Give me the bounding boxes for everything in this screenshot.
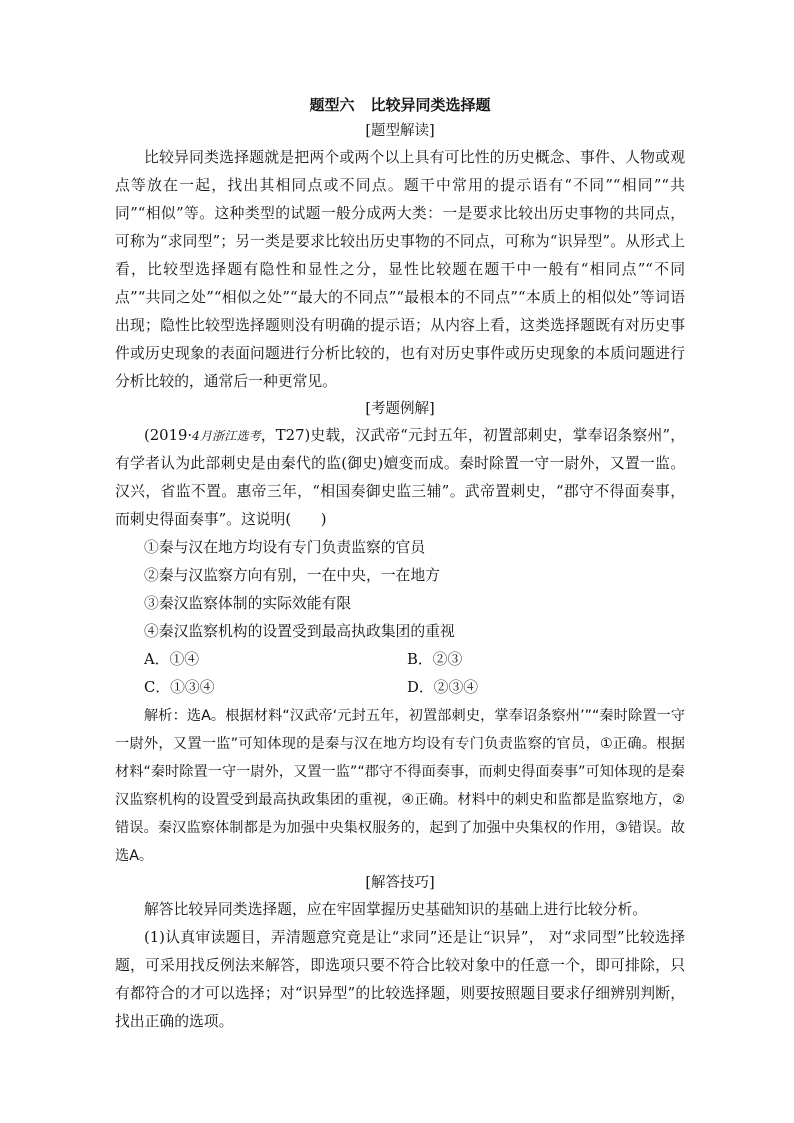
title-text: 比较异同类选择题	[370, 96, 491, 114]
option-a: A．①④	[144, 651, 200, 668]
statement-item: ③秦汉监察体制的实际效能有限	[144, 595, 352, 612]
intro-paragraph: 比较异同类选择题就是把两个或两个以上具有可比性的历史概念、事件、人物或观点等放在一起，找出其相同点或不同点。题干中常用的提示语有“不同”“相同”“共同”“相似”等。这种类型的试题一般分成两大类：一是要求比较出历史事物的共同点，可称为“求同型”；另一类是要求比较出历史事物的不同点，可称为“识异型”。从形式上看，比较型选择题有隐性和显性之分，显性比较题在题干中一般有“相同点”“不同点”“共同之处”“相似之处”“最大的不同点”“最根本的不同点”“本质上的相似处”等词语出现；隐性比较型选择题则没有明确的提示语；从内容上看，这类选择题既有对历史事件或历史现象的表面问题进行分析比较的，也有对历史事件或历史现象的本质问题进行分析比较的，通常后一种更常见。	[115, 149, 685, 390]
section-heading-example: [考题例解]	[365, 401, 435, 417]
section-heading-interpretation: [题型解读]	[365, 123, 435, 139]
title-label: 题型六	[309, 96, 355, 114]
option-b: B．②③	[407, 651, 463, 668]
question-open: (2019·	[144, 427, 193, 444]
option-d: D．②③④	[407, 679, 479, 696]
answer-options-row-2	[115, 674, 685, 702]
document-body	[115, 94, 685, 1036]
page-title	[115, 94, 685, 116]
statement-item: ④秦汉监察机构的设置受到最高执政集团的重视	[144, 623, 455, 640]
question-source: 4月浙江选考	[192, 429, 261, 443]
technique-step-1: (1)认真审读题目，弄清题意究竟是让“求同”还是让“识异”， 对“求同型”比较选择题，可采用找反例法来解答，即选项只要不符合比较对象中的任意一个，即可排除，只有都符合的才可以选择；对“识异型”的比较选择题，则要按照题目要求仔细辨别判断，找出正确的选项。	[115, 929, 685, 1030]
section-heading-technique: [解答技巧]	[365, 875, 435, 891]
question-text: ，T27)史载，汉武帝“元封五年，初置部刺史，掌奉诏条察州”，有学者认为此部刺史是由秦代的监(御史)嬗变而成。秦时除置一守一尉外，又置一监。汉兴，省监不置。惠帝三年，“相国奏御史监三辅”。武帝置刺史，“郡守不得面奏事，而刺史得面奏事”。这说明( )	[115, 427, 685, 528]
question-stem	[115, 422, 685, 534]
statement-item: ①秦与汉在地方均设有专门负责监察的官员	[144, 539, 426, 556]
option-c: C．①③④	[144, 679, 215, 696]
analysis-paragraph: 解析：选A。根据材料“汉武帝‘元封五年，初置部刺史，掌奉诏条察州’”“秦时除置一守一尉外，又置一监”可知体现的是秦与汉在地方均设有专门负责监察的官员，①正确。根据材料“秦时除置一守一尉外，又置一监”“郡守不得面奏事，而刺史得面奏事”可知体现的是秦汉监察机构的设置受到最高执政集团的重视，④正确。材料中的刺史和监都是监察地方，②错误。秦汉监察体制都是为加强中央集权服务的，起到了加强中央集权的作用，③错误。故选A。	[115, 708, 685, 864]
technique-intro: 解答比较异同类选择题，应在牢固掌握历史基础知识的基础上进行比较分析。	[144, 901, 648, 918]
answer-options-row-1	[115, 646, 685, 674]
statement-item: ②秦与汉监察方向有别，一在中央，一在地方	[144, 567, 440, 584]
